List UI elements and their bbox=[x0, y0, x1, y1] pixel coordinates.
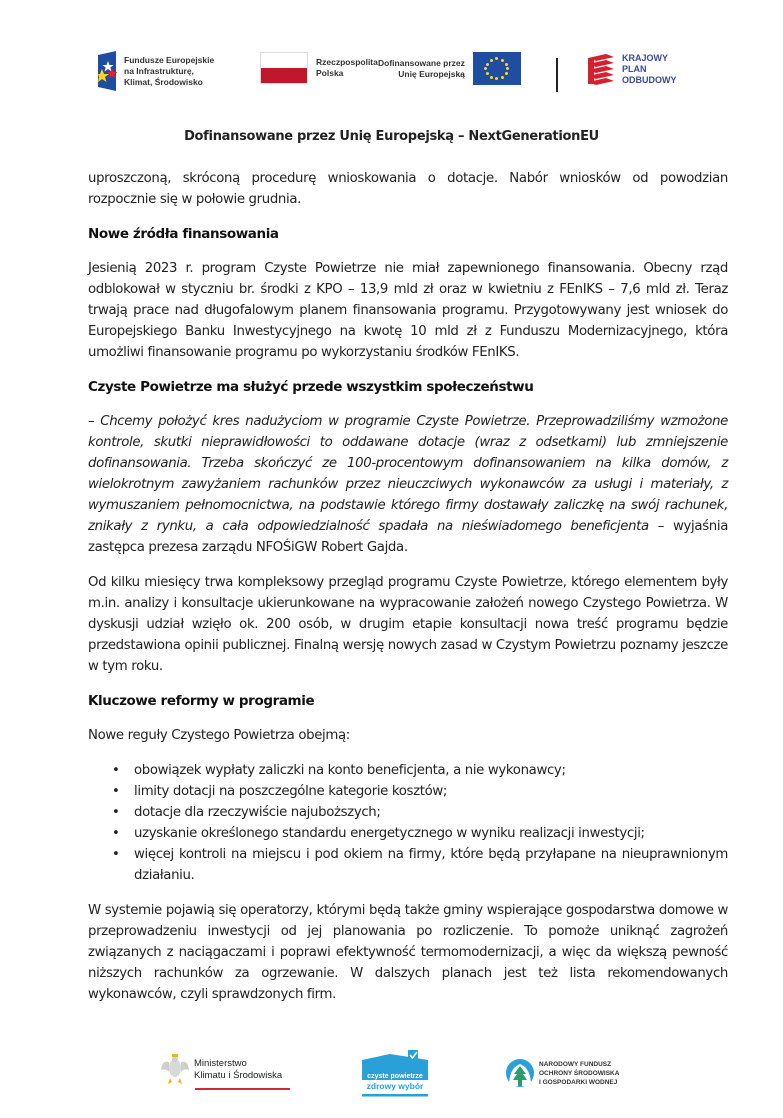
kpo-logo-text: KRAJOWY PLAN ODBUDOWY bbox=[622, 52, 677, 85]
logo-eu-funding bbox=[378, 52, 521, 85]
fe-logo-text: Fundusze Europejskie na Infrastrukturę, Klimat, Środowisko bbox=[124, 54, 215, 87]
paragraph-intro: uproszczoną, skróconą procedurę wnioskowania o dotacje. Nabór wniosków od powodzian rozpocznie się w połowie grudnia. bbox=[88, 171, 728, 207]
document-body bbox=[88, 168, 728, 1019]
kpo-emblem-icon bbox=[586, 52, 616, 86]
funding-subtitle: Dofinansowane przez Unię Europejską – NextGenerationEU bbox=[184, 129, 599, 144]
list-item: • obowiązek wypłaty zaliczki na konto beneficjenta, a nie wykonawcy; bbox=[112, 760, 728, 781]
list-item: • dotacje dla rzeczywiście najuboższych; bbox=[112, 802, 728, 823]
logo-rzeczpospolita bbox=[260, 52, 378, 84]
nfosigw-logo-text: NARODOWY FUNDUSZ OCHRONY ŚRODOWISKA I GOSPODARKI WODNEJ bbox=[539, 1060, 620, 1086]
cp-logo-text: czyste powietrze bbox=[367, 1073, 423, 1080]
paragraph-review: Od kilku miesięcy trwa kompleksowy przegląd programu Czyste Powietrze, którego elementem były m.in. analizy i konsultacje ukierunkowane na wypracowanie założeń nowego Czystego Powietrza. W dyskusji udział wzięło ok. 200 osób, w drugim etapie konsultacji nowa treść programu będzie przedstawiona opinii publicznej. Finalną wersję nowych zasad w Czystym Powietrzu poznamy jeszcze w tym roku. bbox=[88, 575, 728, 674]
logo-nfosigw bbox=[505, 1058, 619, 1088]
bullet-icon: • bbox=[112, 847, 120, 862]
bullet-icon: • bbox=[112, 763, 120, 778]
reforms-list bbox=[112, 760, 728, 886]
heading-society: Czyste Powietrze ma służyć przede wszystkim społeczeństwu bbox=[88, 379, 534, 395]
eu-flag-icon bbox=[473, 52, 521, 85]
logo-czyste-powietrze bbox=[362, 1050, 428, 1098]
logo-fundusze-europejskie bbox=[96, 48, 214, 94]
footer-logos bbox=[160, 1050, 630, 1100]
rp-logo-text: Rzeczpospolita Polska bbox=[316, 57, 378, 78]
bullet-icon: • bbox=[112, 805, 120, 820]
list-item: • limity dotacji na poszczególne kategorie kosztów; bbox=[112, 781, 728, 802]
paragraph-operators: W systemie pojawią się operatorzy, którymi będą także gminy wspierające gospodarstwa domowe w przeprowadzeniu inwestycji od jej planowania po rozliczenie. To pomoże uniknąć zagrożeń związanych z naciągaczami i poprawi efektywność termomodernizacji, a więc da większą pewność niższych rachunków za ogrzewanie. W dalszych planach jest też lista rekomendowanych wykonawców, czyli sprawdzonych firm. bbox=[88, 903, 728, 1002]
bullet-icon: • bbox=[112, 784, 120, 799]
cp-logo-slogan: zdrowy wybór bbox=[366, 1081, 424, 1091]
heading-reforms: Kluczowe reformy w programie bbox=[88, 693, 315, 709]
logo-ministerstwo-klimatu bbox=[160, 1052, 282, 1088]
polish-flag-icon bbox=[260, 52, 308, 84]
list-item: • więcej kontroli na miejscu i pod okiem na firmy, które będą przyłapane na nieuprawnionym działaniu. bbox=[112, 844, 728, 886]
header-logos bbox=[96, 48, 696, 98]
bullet-icon: • bbox=[112, 826, 120, 841]
heading-funding: Nowe źródła finansowania bbox=[88, 226, 279, 242]
polish-eagle-icon bbox=[160, 1052, 190, 1088]
paragraph-rules-intro: Nowe reguły Czystego Powietrza obejmą: bbox=[88, 728, 350, 743]
eu-logo-text: Dofinansowane przez Unię Europejską bbox=[378, 57, 465, 79]
header-divider bbox=[556, 58, 558, 92]
mkis-logo-text: Ministerstwo Klimatu i Środowiska bbox=[194, 1058, 283, 1081]
fe-emblem-icon bbox=[96, 51, 118, 91]
list-item: • uzyskanie określonego standardu energetycznego w wyniku realizacji inwestycji; bbox=[112, 823, 728, 844]
mkis-underline bbox=[195, 1088, 290, 1090]
quote-attribution: – wyjaśnia zastępca prezesa zarządu NFOŚiGW Robert Gajda. bbox=[88, 519, 728, 555]
quote-text: – Chcemy położyć kres nadużyciom w programie Czyste Powietrze. Przeprowadziliśmy wzmożone kontrole, skutki nieprawidłowości to oddawane dotacje (wraz z odsetkami) lub zmniejszenie dofinansowania. Trzeba skończyć ze 100-procentowym dofinansowaniem na kilka domów, z wielokrotnym zawyżaniem rachunków przez nieuczciwych wykonawców za usługi i materiały, z wymuszaniem pełnomocnictwa, na podstawie którego firmy dostawały zaliczkę na swój rachunek, znikały z rynku, a cała odpowiedzialność spadała na nieświadomego beneficjenta bbox=[88, 414, 728, 534]
paragraph-quote bbox=[88, 411, 728, 558]
logo-krajowy-plan-odbudowy bbox=[586, 52, 677, 86]
paragraph-funding: Jesienią 2023 r. program Czyste Powietrze nie miał zapewnionego finansowania. Obecny rząd odblokował w styczniu br. środki z KPO – 13,9 mld zł oraz w kwietniu z FEnIKS – 7,6 mld zł. Teraz trwają prace nad długofalowym planem finansowania programu. Przygotowywany jest wniosek do Europejskiego Banku Inwestycyjnego na kwotę 10 mld zł z Funduszu Modernizacyjnego, która umożliwi finansowanie programu po wykorzystaniu środków FEnIKS. bbox=[88, 261, 728, 360]
nfosigw-emblem-icon bbox=[505, 1058, 535, 1088]
